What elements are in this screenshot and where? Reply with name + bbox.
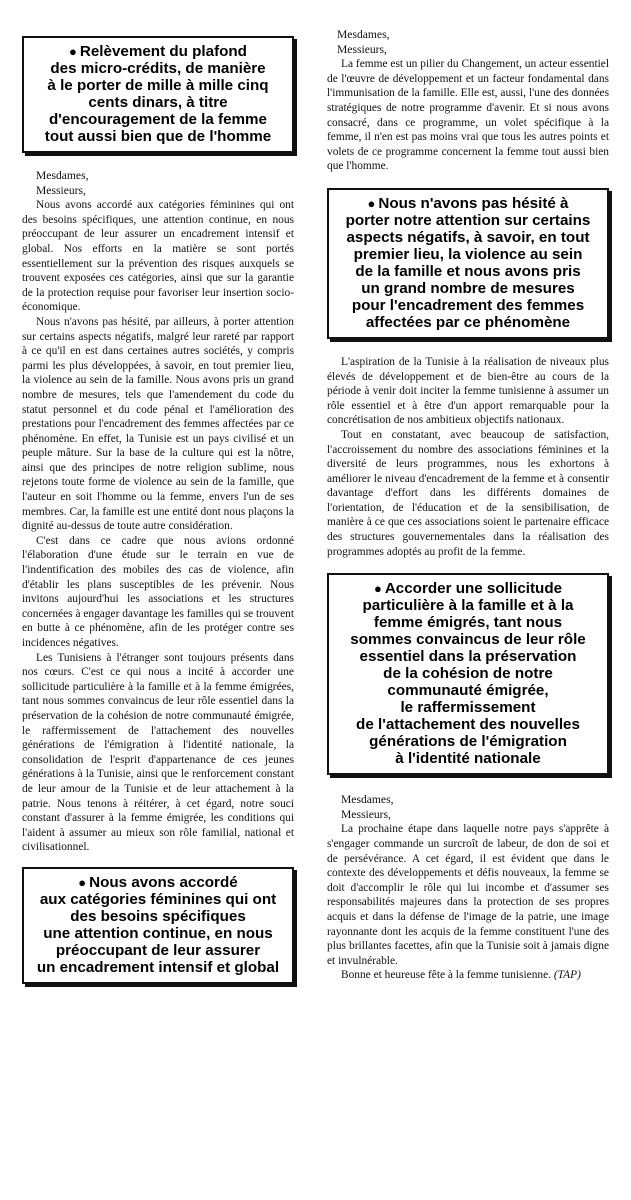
box-line: de l'attachement des nouvelles [356,716,580,734]
box-line: affectées par ce phénomène [365,313,571,331]
box-line: Nous n'avons pas hésité à [378,194,569,212]
bullet-icon: ● [367,195,376,211]
paragraph: Tout en constatant, avec beaucoup de satisfaction, l'accroissement du nombre des associations féminines et la diversité de leurs programmes, nous les exhortons à améliorer le niveau d'encadrement de la femme et à consentir davantage d'effort dans les différents domaines de l'orientation, de l'éducation et de la sensibilisation, de manière à ce que ces associations soient le partenaire efficace des structures gouvernementales dans la réalisation des programmes adoptés au profit de la femme. [327,428,609,558]
box-line: une attention continue, en nous [43,924,273,942]
source-tag: (TAP) [553,969,581,982]
box-line: Accorder une sollicitude [384,580,563,598]
article-text-right-intro [327,57,609,174]
highlight-box-microcredits [22,36,294,153]
salutation: Mesdames, [341,793,394,807]
article-text-left [22,198,294,855]
box-line: pour l'encadrement des femmes [351,296,585,314]
box-line: essentiel dans la préservation [359,648,577,666]
highlight-box-emigration [327,573,609,775]
closing-line [327,968,609,983]
salutation: Mesdames, [337,28,390,41]
box-line: femme émigrés, tant nous [373,614,563,632]
paragraph: La prochaine étape dans laquelle notre pays s'apprête à s'engager commande un surcroît de labeur, de don de soi et de persévérance. A cet égard, il est évident que dans le contexte des développements et défis nouveaux, la femme se doit d'accomplir le rôle qui lui incombe et d'assumer ses responsabilités majeures dans la protection de ses propres acquis et dans la défense de l'image de la patrie, une image rayonnante dont les acquis de la femme constituent l'une des plus brillantes facettes, afin que la Tunisie soit à jamais digne et invulnérable. [327,823,609,967]
box-line: particulière à la famille et à la [362,597,574,615]
salutation: Messieurs, [341,807,391,821]
paragraph: L'aspiration de la Tunisie à la réalisation de niveaux plus élevés de développement et de bien-être au cours de la période à venir doit inciter la femme tunisienne à assumer un rôle essentiel et à être d'un apport remarquable pour la concrétisation de nos ambitieux objectifs nationaux. [327,355,609,427]
box-line: des besoins spécifiques [70,907,246,925]
box-line: préoccupant de leur assurer [55,941,261,959]
highlight-box-feminine-categories [22,867,294,984]
box-line: Nous avons accordé [89,873,238,891]
box-line: sommes convaincus de leur rôle [350,631,586,649]
article-text-right-end [327,822,609,983]
box-line: cents dinars, à titre [88,94,228,111]
box-line: à le porter de mille à mille cinq [47,77,269,94]
paragraph: C'est dans ce cadre que nous avions ordonné l'élaboration d'une étude sur le terrain en vue de l'indentification des mobiles des cas de violence, afin d'établir les plans susceptibles de les prévenir. Nous invitons aujourd'hui les associations et les structures concernées à engager davantage les familles qui se trouvent en butte à ce phénomène, afin de les protéger contre ses incidences négatives. [22,534,294,649]
article-text-right-mid [327,355,609,559]
box-line: d'encouragement de la femme [49,111,267,128]
salutation: Messieurs, [337,42,387,56]
bullet-icon: ● [78,874,87,890]
box-line: aspects négatifs, à savoir, en tout [346,228,590,246]
paragraph: Nous avons accordé aux catégories féminines qui ont des besoins spécifiques, une attention continue, en nous préoccupant de leur assurer un encadrement intensif et global. Nos efforts en la matière se sont portés essentiellement sur la prévention des risques auxquels se trouvent exposées ces catégories, ainsi que sur la garantie de la protection requise pour favoriser leur insertion socio-économique. [22,199,294,314]
box-line: un grand nombre de mesures [361,279,575,297]
box-line: porter notre attention sur certains [345,211,591,229]
highlight-box-violence [327,188,609,339]
paragraph: Les Tunisiens à l'étranger sont toujours présents dans nos cœurs. C'est ce qui nous a incité à accorder une sollicitude particulière à la famille et à la femme émigrées, tant nous sommes convaincus de leur rôle essentiel dans la préservation de la cohésion de notre communauté émigrée, le raffermissement de l'attachement des nouvelles générations de l'émigration à l'identité nationale, la consolidation de l'esprit d'appartenance de ces jeunes générations à la Tunisie, ainsi que le renforcement constant de leur amour de la Tunisie et de leur attachement à la patrie. Nous tenons à réitérer, à cet égard, notre souci constant d'assurer à la femme émigrée, les conditions qui l'aident à assumer au mieux son rôle familial, national et civilisationnel. [22,651,294,854]
salutation: Mesdames, [36,169,89,182]
box-line: aux catégories féminines qui ont [39,890,277,908]
box-line: tout aussi bien que de l'homme [44,128,272,145]
box-line: de la famille et nous avons pris [355,262,581,280]
box-line: Relèvement du plafond [79,43,247,60]
left-column [22,0,294,984]
closing-text: Bonne et heureuse fête à la femme tunisienne. [341,969,552,982]
salutation: Messieurs, [36,183,86,197]
right-column [327,0,609,983]
paragraph: Nous n'avons pas hésité, par ailleurs, à porter attention sur certains aspects négatifs, malgré leur rareté par rapport à ce qu'il en est dans certaines autres sociétés, y compris parmi les plus développées, à savoir, en tout premier lieu, la violence au sein de la famille. Nous avons pris un grand nombre de mesures, tels que l'amendement du code du statut personnel et du code pénal et l'amélioration des prestations pour l'encadrement des femmes affectées par ce phénomène. En effet, la Tunisie est un pays civilisé et un peuple mâture. Sur la base de la culture qui est la nôtre, ainsi que des principes de notre religion sublime, nous rejetons toute forme de violence au sein de la famille, que l'auteur en soit l'homme ou la femme, envers l'un de ses membres. Car, la famille est une entité dont nous plaçons la dignité au-dessus de toute autre considération. [22,315,294,533]
bullet-icon: ● [373,581,382,597]
box-line: générations de l'émigration [369,733,567,751]
box-line: premier lieu, la violence au sein [353,245,583,263]
box-line: des micro-crédits, de manière [50,60,266,77]
paragraph: La femme est un pilier du Changement, un acteur essentiel de l'œuvre de développement et un facteur fondamental dans l'immunisation de la famille. Elle est, aussi, l'une des données stratégiques de notre programme d'avenir. Et si nous avons consacré, dans ce programme, un volet spécifique à la femme, il n'en est pas moins vrai que tous les autres points et volets de ce programme concernent la femme tout aussi bien que l'homme. [327,58,609,173]
box-line: de la cohésion de notre [383,665,553,683]
box-line: le raffermissement [400,699,536,717]
box-line: à l'identité nationale [395,750,541,768]
box-line: communauté émigrée, [387,682,549,700]
box-line: un encadrement intensif et global [36,958,280,976]
bullet-icon: ● [69,44,77,59]
